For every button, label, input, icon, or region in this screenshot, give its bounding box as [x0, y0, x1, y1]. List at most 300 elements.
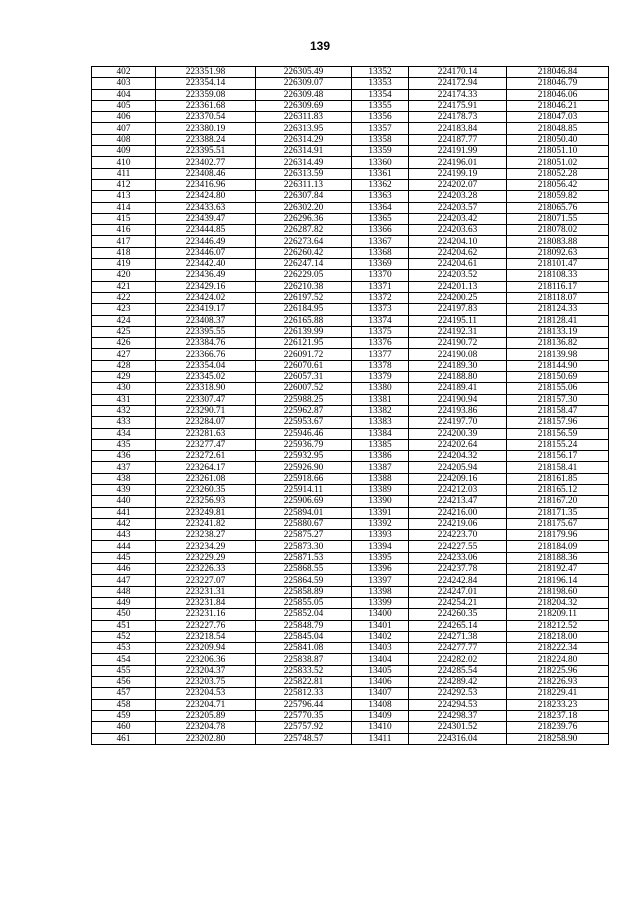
table-cell-point-number-right: 13385: [352, 439, 409, 450]
table-cell-x-left: 223209.94: [156, 643, 256, 654]
table-cell-point-number-left: 411: [92, 168, 156, 179]
table-cell-point-number-right: 13411: [352, 733, 409, 744]
table-cell-point-number-right: 13368: [352, 247, 409, 258]
table-cell-point-number-right: 13408: [352, 699, 409, 710]
table-cell-y-left: 226307.84: [256, 191, 352, 202]
table-row: [92, 451, 609, 462]
table-cell-point-number-left: 434: [92, 428, 156, 439]
table-cell-x-left: 223318.90: [156, 383, 256, 394]
table-cell-y-right: 218224.80: [507, 654, 609, 665]
table-cell-x-left: 223446.07: [156, 247, 256, 258]
table-cell-point-number-left: 449: [92, 597, 156, 608]
table-cell-y-right: 218229.41: [507, 688, 609, 699]
table-cell-point-number-right: 13358: [352, 134, 409, 145]
table-cell-x-left: 223408.46: [156, 168, 256, 179]
table-row: [92, 78, 609, 89]
table-cell-x-left: 223354.14: [156, 78, 256, 89]
table-cell-x-right: 224242.84: [409, 575, 507, 586]
table-row: [92, 688, 609, 699]
table-cell-point-number-left: 432: [92, 405, 156, 416]
table-row: [92, 191, 609, 202]
table-cell-x-left: 223395.55: [156, 326, 256, 337]
table-cell-point-number-left: 461: [92, 733, 156, 744]
table-cell-y-left: 226197.52: [256, 292, 352, 303]
table-cell-x-left: 223204.53: [156, 688, 256, 699]
table-cell-y-left: 226309.69: [256, 100, 352, 111]
table-cell-point-number-left: 451: [92, 620, 156, 631]
table-cell-y-left: 226287.82: [256, 225, 352, 236]
table-cell-x-left: 223203.75: [156, 677, 256, 688]
table-cell-point-number-right: 13388: [352, 473, 409, 484]
table-cell-x-left: 223416.96: [156, 179, 256, 190]
table-cell-x-left: 223231.16: [156, 609, 256, 620]
table-cell-x-right: 224175.91: [409, 100, 507, 111]
table-row: [92, 292, 609, 303]
table-cell-x-right: 224202.07: [409, 179, 507, 190]
table-cell-y-left: 226313.59: [256, 168, 352, 179]
table-cell-y-right: 218124.33: [507, 304, 609, 315]
table-cell-y-left: 226184.95: [256, 304, 352, 315]
table-cell-x-left: 223439.47: [156, 213, 256, 224]
table-cell-x-right: 224203.57: [409, 202, 507, 213]
table-cell-point-number-right: 13377: [352, 349, 409, 360]
table-cell-y-right: 218196.14: [507, 575, 609, 586]
table-cell-y-left: 225852.04: [256, 609, 352, 620]
table-cell-point-number-left: 457: [92, 688, 156, 699]
table-cell-x-left: 223380.19: [156, 123, 256, 134]
table-cell-y-right: 218116.17: [507, 281, 609, 292]
table-cell-y-left: 226165.88: [256, 315, 352, 326]
table-cell-point-number-left: 459: [92, 710, 156, 721]
table-cell-point-number-right: 13399: [352, 597, 409, 608]
table-cell-y-left: 225914.11: [256, 484, 352, 495]
table-row: [92, 733, 609, 744]
table-row: [92, 530, 609, 541]
table-cell-x-right: 224204.61: [409, 259, 507, 270]
table-cell-y-right: 218198.60: [507, 586, 609, 597]
table-row: [92, 281, 609, 292]
table-cell-y-left: 225946.46: [256, 428, 352, 439]
table-cell-point-number-left: 447: [92, 575, 156, 586]
table-cell-y-left: 225848.79: [256, 620, 352, 631]
table-cell-point-number-left: 455: [92, 665, 156, 676]
table-cell-x-left: 223204.71: [156, 699, 256, 710]
table-cell-y-left: 226091.72: [256, 349, 352, 360]
table-cell-x-left: 223351.98: [156, 67, 256, 78]
table-cell-y-left: 226311.13: [256, 179, 352, 190]
table-cell-y-left: 225864.59: [256, 575, 352, 586]
table-row: [92, 213, 609, 224]
table-cell-x-right: 224209.16: [409, 473, 507, 484]
table-cell-y-left: 226007.52: [256, 383, 352, 394]
table-cell-x-right: 224298.37: [409, 710, 507, 721]
table-row: [92, 417, 609, 428]
table-row: [92, 428, 609, 439]
table-cell-y-right: 218046.21: [507, 100, 609, 111]
table-cell-x-right: 224190.72: [409, 338, 507, 349]
table-row: [92, 100, 609, 111]
table-cell-x-left: 223218.54: [156, 631, 256, 642]
table-cell-y-right: 218150.69: [507, 372, 609, 383]
table-cell-y-left: 225918.66: [256, 473, 352, 484]
table-cell-x-right: 224233.06: [409, 552, 507, 563]
table-cell-y-right: 218158.41: [507, 462, 609, 473]
table-cell-x-left: 223359.08: [156, 89, 256, 100]
table-cell-y-right: 218218.00: [507, 631, 609, 642]
table-cell-point-number-left: 416: [92, 225, 156, 236]
table-cell-y-right: 218059.82: [507, 191, 609, 202]
table-row: [92, 179, 609, 190]
table-cell-x-left: 223384.76: [156, 338, 256, 349]
table-cell-x-right: 224196.01: [409, 157, 507, 168]
table-row: [92, 270, 609, 281]
table-cell-x-left: 223272.61: [156, 451, 256, 462]
table-row: [92, 405, 609, 416]
table-cell-y-left: 225875.27: [256, 530, 352, 541]
table-cell-point-number-left: 415: [92, 213, 156, 224]
table-cell-y-left: 225926.90: [256, 462, 352, 473]
table-cell-y-left: 225894.01: [256, 507, 352, 518]
table-cell-y-left: 226210.38: [256, 281, 352, 292]
table-cell-x-right: 224219.06: [409, 518, 507, 529]
table-row: [92, 383, 609, 394]
table-cell-point-number-right: 13384: [352, 428, 409, 439]
table-row: [92, 575, 609, 586]
table-cell-point-number-right: 13395: [352, 552, 409, 563]
coordinate-table: [91, 66, 609, 745]
table-cell-y-right: 218118.07: [507, 292, 609, 303]
table-row: [92, 67, 609, 78]
table-row: [92, 349, 609, 360]
table-cell-x-right: 224189.30: [409, 360, 507, 371]
table-cell-point-number-left: 425: [92, 326, 156, 337]
table-cell-x-left: 223277.47: [156, 439, 256, 450]
table-cell-x-left: 223227.76: [156, 620, 256, 631]
table-cell-point-number-left: 417: [92, 236, 156, 247]
table-cell-x-right: 224183.84: [409, 123, 507, 134]
table-cell-point-number-right: 13376: [352, 338, 409, 349]
table-cell-x-left: 223227.07: [156, 575, 256, 586]
table-cell-y-right: 218051.10: [507, 146, 609, 157]
table-cell-point-number-right: 13380: [352, 383, 409, 394]
table-cell-x-right: 224254.21: [409, 597, 507, 608]
table-cell-x-right: 224200.25: [409, 292, 507, 303]
table-cell-x-right: 224200.39: [409, 428, 507, 439]
table-cell-point-number-left: 445: [92, 552, 156, 563]
table-row: [92, 338, 609, 349]
table-cell-y-left: 225845.04: [256, 631, 352, 642]
table-cell-x-right: 224204.10: [409, 236, 507, 247]
table-cell-y-right: 218046.79: [507, 78, 609, 89]
table-cell-y-left: 226247.14: [256, 259, 352, 270]
table-cell-y-right: 218184.09: [507, 541, 609, 552]
table-cell-y-left: 225953.67: [256, 417, 352, 428]
table-cell-y-left: 226309.48: [256, 89, 352, 100]
table-cell-y-left: 225988.25: [256, 394, 352, 405]
table-cell-point-number-left: 414: [92, 202, 156, 213]
table-row: [92, 496, 609, 507]
table-cell-point-number-right: 13405: [352, 665, 409, 676]
table-row: [92, 315, 609, 326]
table-cell-point-number-left: 402: [92, 67, 156, 78]
table-cell-point-number-right: 13359: [352, 146, 409, 157]
table-cell-y-left: 226309.07: [256, 78, 352, 89]
table-cell-point-number-right: 13387: [352, 462, 409, 473]
table-cell-y-left: 225833.52: [256, 665, 352, 676]
table-cell-point-number-left: 437: [92, 462, 156, 473]
table-cell-y-left: 225936.79: [256, 439, 352, 450]
table-cell-point-number-left: 448: [92, 586, 156, 597]
table-cell-y-right: 218209.11: [507, 609, 609, 620]
table-cell-x-right: 224265.14: [409, 620, 507, 631]
table-row: [92, 631, 609, 642]
coordinate-table-body: [92, 67, 609, 745]
table-cell-x-left: 223226.33: [156, 564, 256, 575]
table-cell-x-left: 223402.77: [156, 157, 256, 168]
table-cell-x-right: 224190.94: [409, 394, 507, 405]
table-cell-x-right: 224292.53: [409, 688, 507, 699]
table-row: [92, 710, 609, 721]
table-cell-x-left: 223260.35: [156, 484, 256, 495]
table-cell-point-number-right: 13361: [352, 168, 409, 179]
table-cell-point-number-right: 13406: [352, 677, 409, 688]
table-cell-point-number-right: 13409: [352, 710, 409, 721]
table-cell-x-right: 224170.14: [409, 67, 507, 78]
table-cell-y-right: 218167.20: [507, 496, 609, 507]
table-cell-y-right: 218052.28: [507, 168, 609, 179]
table-cell-point-number-left: 413: [92, 191, 156, 202]
table-cell-point-number-left: 456: [92, 677, 156, 688]
table-cell-point-number-left: 424: [92, 315, 156, 326]
table-cell-x-right: 224197.70: [409, 417, 507, 428]
table-cell-point-number-left: 433: [92, 417, 156, 428]
table-cell-point-number-left: 420: [92, 270, 156, 281]
table-row: [92, 89, 609, 100]
table-cell-point-number-left: 438: [92, 473, 156, 484]
table-cell-x-right: 224199.19: [409, 168, 507, 179]
table-cell-x-left: 223281.63: [156, 428, 256, 439]
table-cell-point-number-left: 431: [92, 394, 156, 405]
table-cell-point-number-left: 406: [92, 112, 156, 123]
table-cell-point-number-right: 13372: [352, 292, 409, 303]
table-cell-x-left: 223249.81: [156, 507, 256, 518]
table-cell-point-number-right: 13398: [352, 586, 409, 597]
table-cell-point-number-right: 13410: [352, 722, 409, 733]
table-cell-x-right: 224203.63: [409, 225, 507, 236]
table-cell-x-right: 224178.73: [409, 112, 507, 123]
table-row: [92, 552, 609, 563]
table-row: [92, 304, 609, 315]
table-cell-x-left: 223202.80: [156, 733, 256, 744]
table-cell-y-left: 226070.61: [256, 360, 352, 371]
table-row: [92, 677, 609, 688]
table-cell-x-right: 224227.55: [409, 541, 507, 552]
table-cell-y-right: 218171.35: [507, 507, 609, 518]
table-cell-point-number-right: 13371: [352, 281, 409, 292]
table-cell-x-right: 224201.13: [409, 281, 507, 292]
table-cell-point-number-left: 436: [92, 451, 156, 462]
table-cell-point-number-left: 440: [92, 496, 156, 507]
table-cell-point-number-right: 13393: [352, 530, 409, 541]
table-cell-point-number-left: 423: [92, 304, 156, 315]
table-cell-point-number-right: 13383: [352, 417, 409, 428]
table-row: [92, 360, 609, 371]
table-cell-point-number-right: 13401: [352, 620, 409, 631]
table-row: [92, 462, 609, 473]
table-cell-x-left: 223256.93: [156, 496, 256, 507]
table-cell-x-left: 223424.80: [156, 191, 256, 202]
table-cell-point-number-left: 403: [92, 78, 156, 89]
table-cell-y-left: 225868.55: [256, 564, 352, 575]
table-row: [92, 609, 609, 620]
table-cell-point-number-left: 458: [92, 699, 156, 710]
table-cell-y-right: 218101.47: [507, 259, 609, 270]
table-cell-point-number-left: 409: [92, 146, 156, 157]
table-cell-y-left: 225871.53: [256, 552, 352, 563]
table-cell-x-left: 223370.54: [156, 112, 256, 123]
table-cell-y-right: 218050.40: [507, 134, 609, 145]
table-row: [92, 134, 609, 145]
table-cell-y-right: 218155.24: [507, 439, 609, 450]
table-cell-point-number-left: 427: [92, 349, 156, 360]
table-cell-point-number-right: 13366: [352, 225, 409, 236]
table-cell-point-number-right: 13403: [352, 643, 409, 654]
table-cell-x-right: 224203.52: [409, 270, 507, 281]
table-cell-point-number-right: 13373: [352, 304, 409, 315]
table-cell-y-left: 226273.64: [256, 236, 352, 247]
table-cell-x-left: 223444.85: [156, 225, 256, 236]
table-cell-point-number-right: 13379: [352, 372, 409, 383]
table-cell-y-left: 226260.42: [256, 247, 352, 258]
table-cell-y-left: 226139.99: [256, 326, 352, 337]
table-row: [92, 372, 609, 383]
table-row: [92, 168, 609, 179]
table-cell-x-left: 223408.37: [156, 315, 256, 326]
table-cell-y-left: 226302.20: [256, 202, 352, 213]
table-cell-x-right: 224187.77: [409, 134, 507, 145]
table-cell-x-right: 224188.80: [409, 372, 507, 383]
table-cell-y-right: 218175.67: [507, 518, 609, 529]
table-cell-x-left: 223204.78: [156, 722, 256, 733]
table-cell-x-left: 223366.76: [156, 349, 256, 360]
table-cell-x-left: 223345.02: [156, 372, 256, 383]
table-cell-x-right: 224191.99: [409, 146, 507, 157]
table-cell-y-left: 225822.81: [256, 677, 352, 688]
table-cell-y-right: 218136.82: [507, 338, 609, 349]
table-cell-point-number-left: 443: [92, 530, 156, 541]
table-cell-point-number-left: 439: [92, 484, 156, 495]
table-cell-point-number-left: 421: [92, 281, 156, 292]
table-cell-point-number-right: 13374: [352, 315, 409, 326]
table-cell-point-number-right: 13378: [352, 360, 409, 371]
table-row: [92, 202, 609, 213]
table-cell-y-right: 218048.85: [507, 123, 609, 134]
table-cell-x-right: 224282.02: [409, 654, 507, 665]
page-number: 139: [309, 39, 331, 53]
table-row: [92, 236, 609, 247]
table-cell-point-number-left: 430: [92, 383, 156, 394]
table-cell-point-number-left: 446: [92, 564, 156, 575]
table-cell-x-left: 223446.49: [156, 236, 256, 247]
table-cell-point-number-left: 444: [92, 541, 156, 552]
table-cell-point-number-right: 13360: [352, 157, 409, 168]
table-cell-y-right: 218233.23: [507, 699, 609, 710]
table-row: [92, 699, 609, 710]
table-cell-x-right: 224195.11: [409, 315, 507, 326]
table-row: [92, 643, 609, 654]
table-cell-y-left: 226296.36: [256, 213, 352, 224]
table-cell-y-left: 225841.08: [256, 643, 352, 654]
table-row: [92, 564, 609, 575]
table-cell-x-left: 223264.17: [156, 462, 256, 473]
table-cell-y-right: 218239.76: [507, 722, 609, 733]
table-cell-y-right: 218083.88: [507, 236, 609, 247]
table-row: [92, 586, 609, 597]
table-cell-x-left: 223419.17: [156, 304, 256, 315]
table-cell-point-number-left: 429: [92, 372, 156, 383]
table-cell-x-right: 224212.03: [409, 484, 507, 495]
table-cell-y-left: 226121.95: [256, 338, 352, 349]
table-cell-x-left: 223261.08: [156, 473, 256, 484]
table-cell-y-left: 225796.44: [256, 699, 352, 710]
table-cell-y-right: 218078.02: [507, 225, 609, 236]
table-cell-point-number-right: 13357: [352, 123, 409, 134]
table-row: [92, 123, 609, 134]
table-cell-point-number-left: 428: [92, 360, 156, 371]
table-cell-x-right: 224192.31: [409, 326, 507, 337]
table-row: [92, 541, 609, 552]
table-cell-y-right: 218071.55: [507, 213, 609, 224]
table-cell-y-right: 218192.47: [507, 564, 609, 575]
table-cell-point-number-right: 13354: [352, 89, 409, 100]
table-cell-x-right: 224316.04: [409, 733, 507, 744]
table-cell-x-right: 224223.70: [409, 530, 507, 541]
table-cell-x-left: 223234.29: [156, 541, 256, 552]
table-cell-x-right: 224202.64: [409, 439, 507, 450]
table-row: [92, 507, 609, 518]
table-cell-x-left: 223231.84: [156, 597, 256, 608]
table-cell-point-number-right: 13381: [352, 394, 409, 405]
table-cell-y-left: 226314.29: [256, 134, 352, 145]
table-cell-point-number-left: 422: [92, 292, 156, 303]
table-cell-y-right: 218046.06: [507, 89, 609, 100]
table-cell-x-left: 223429.16: [156, 281, 256, 292]
table-cell-point-number-left: 450: [92, 609, 156, 620]
table-cell-y-right: 218047.03: [507, 112, 609, 123]
table-cell-x-right: 224203.42: [409, 213, 507, 224]
table-cell-point-number-right: 13355: [352, 100, 409, 111]
table-cell-y-right: 218156.59: [507, 428, 609, 439]
table-row: [92, 665, 609, 676]
table-cell-x-left: 223442.40: [156, 259, 256, 270]
table-cell-point-number-right: 13400: [352, 609, 409, 620]
table-cell-point-number-left: 405: [92, 100, 156, 111]
table-cell-point-number-left: 404: [92, 89, 156, 100]
table-row: [92, 654, 609, 665]
table-row: [92, 484, 609, 495]
table-cell-y-right: 218056.42: [507, 179, 609, 190]
table-cell-point-number-right: 13369: [352, 259, 409, 270]
table-cell-y-left: 226314.91: [256, 146, 352, 157]
table-cell-point-number-left: 418: [92, 247, 156, 258]
table-cell-point-number-right: 13389: [352, 484, 409, 495]
table-cell-point-number-right: 13363: [352, 191, 409, 202]
table-cell-x-left: 223231.31: [156, 586, 256, 597]
table-cell-x-left: 223436.49: [156, 270, 256, 281]
table-cell-x-right: 224237.78: [409, 564, 507, 575]
table-cell-y-right: 218212.52: [507, 620, 609, 631]
table-cell-point-number-left: 408: [92, 134, 156, 145]
